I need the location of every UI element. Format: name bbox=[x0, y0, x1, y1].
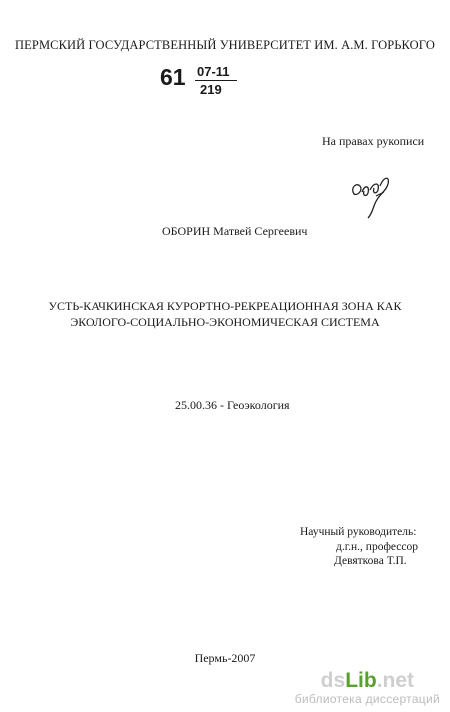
supervisor-block bbox=[300, 525, 418, 569]
watermark bbox=[295, 670, 440, 706]
watermark-logo-net: .net bbox=[376, 669, 415, 692]
manuscript-rights: На правах рукописи bbox=[322, 134, 425, 148]
author-name: ОБОРИН Матвей Сергеевич bbox=[162, 224, 308, 238]
supervisor-name: Девяткова Т.П. bbox=[334, 555, 407, 567]
watermark-logo bbox=[295, 670, 440, 692]
supervisor-label: Научный руководитель: bbox=[300, 526, 417, 538]
title-line-1: УСТЬ-КАЧКИНСКАЯ КУРОРТНО-РЕКРЕАЦИОННАЯ ЗОНА КАК bbox=[48, 299, 402, 313]
stamp-code: 61 bbox=[160, 64, 186, 90]
dissertation-title bbox=[0, 298, 450, 330]
classification-stamp bbox=[160, 61, 240, 101]
stamp-denominator: 219 bbox=[200, 82, 222, 97]
watermark-logo-lib: Lib bbox=[345, 669, 377, 692]
title-line-2: ЭКОЛОГО-СОЦИАЛЬНО-ЭКОНОМИЧЕСКАЯ СИСТЕМА bbox=[70, 315, 380, 329]
signature-image bbox=[348, 172, 394, 220]
specialty-code: 25.00.36 - Геоэкология bbox=[175, 398, 290, 412]
university-name: ПЕРМСКИЙ ГОСУДАРСТВЕННЫЙ УНИВЕРСИТЕТ ИМ. А.М. ГОРЬКОГО bbox=[15, 38, 435, 52]
watermark-subtitle: библиотека диссертаций bbox=[294, 692, 440, 706]
supervisor-degree: д.г.н., профессор bbox=[336, 540, 419, 553]
city-year: Пермь-2007 bbox=[194, 651, 256, 665]
stamp-numerator: 07-11 bbox=[197, 64, 230, 79]
stamp-fraction-line bbox=[195, 80, 237, 81]
watermark-logo-ds: ds bbox=[320, 669, 346, 692]
